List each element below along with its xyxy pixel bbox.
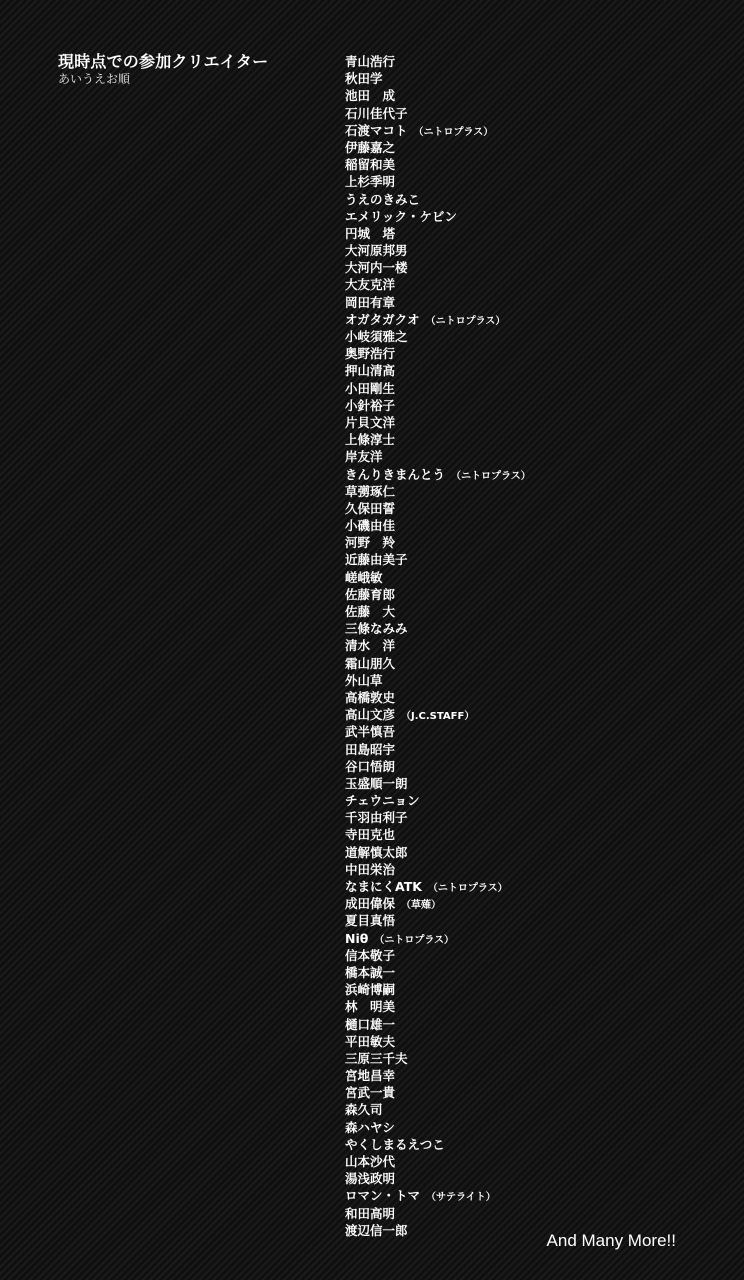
creator-item — [345, 586, 531, 603]
creator-item — [345, 551, 531, 568]
creator-name: 霜山朋久 — [345, 655, 396, 671]
creator-name: やくしまるえつこ — [345, 1136, 445, 1152]
header — [58, 52, 268, 87]
creator-name: 外山草 — [345, 672, 383, 688]
creator-item — [345, 947, 531, 964]
creator-item — [345, 655, 531, 672]
creator-name: 大河内一楼 — [345, 260, 408, 276]
creator-item — [345, 414, 531, 431]
creator-item — [345, 1153, 531, 1170]
creator-item — [345, 448, 531, 465]
creator-name: 岡田有章 — [345, 294, 396, 310]
creator-name: 久保田誓 — [345, 500, 396, 516]
creator-name: 片貝文洋 — [345, 414, 396, 430]
creator-name: 草彅琢仁 — [345, 483, 396, 499]
creator-name: 寺田克也 — [345, 827, 396, 843]
creator-item — [345, 689, 531, 706]
creator-affiliation: （ニトロプラス） — [374, 934, 455, 946]
creator-item — [345, 139, 531, 156]
creator-name: 宮武一貴 — [345, 1085, 396, 1101]
creator-item — [345, 1205, 531, 1222]
creator-item — [345, 122, 531, 139]
creator-name: 森久司 — [345, 1102, 383, 1118]
creator-name: 信本敬子 — [345, 947, 396, 963]
creator-name: エメリック・ケビン — [345, 208, 458, 224]
creator-item — [345, 105, 531, 122]
creator-item — [345, 1187, 531, 1204]
creator-name: 小針裕子 — [345, 397, 396, 413]
creator-item — [345, 294, 531, 311]
creator-item — [345, 156, 531, 173]
creator-name: 河野 羚 — [345, 535, 396, 551]
creator-affiliation: （J.C.STAFF） — [401, 711, 475, 723]
creator-item — [345, 981, 531, 998]
creator-item — [345, 1136, 531, 1153]
creator-item — [345, 517, 531, 534]
creator-item — [345, 861, 531, 878]
creator-name: 嵯峨敏 — [345, 569, 383, 585]
creator-name: 湯浅政明 — [345, 1171, 396, 1187]
creator-item — [345, 758, 531, 775]
creator-name: 樋口雄一 — [345, 1016, 396, 1032]
creator-item — [345, 878, 531, 895]
creator-name: 小田剛生 — [345, 380, 396, 396]
creator-list — [345, 53, 531, 1239]
creator-affiliation: （ニトロプラス） — [427, 883, 508, 894]
creator-item — [345, 1222, 531, 1239]
creator-name: 田島昭宇 — [345, 741, 396, 757]
creator-item — [345, 792, 531, 809]
creator-item — [345, 637, 531, 654]
creator-item — [345, 1101, 531, 1118]
creator-item — [345, 173, 531, 190]
creator-name: 円城 塔 — [345, 225, 396, 241]
creator-name: 上杉季明 — [345, 174, 396, 190]
creator-item — [345, 964, 531, 981]
creator-item — [345, 1084, 531, 1101]
creator-name: チェウニョン — [345, 793, 420, 809]
creator-name: 武半慎吾 — [345, 724, 396, 740]
creator-name: 石川佳代子 — [345, 105, 408, 121]
creator-name: なまにくATK — [345, 879, 422, 894]
creator-name: 上條淳士 — [345, 432, 396, 448]
creator-item — [345, 534, 531, 551]
creator-name: 平田敏夫 — [345, 1033, 396, 1049]
creator-item — [345, 345, 531, 362]
creator-name: 浜崎博嗣 — [345, 982, 396, 998]
creator-item — [345, 328, 531, 345]
creator-item — [345, 775, 531, 792]
creator-item — [345, 53, 531, 70]
creator-item — [345, 809, 531, 826]
creator-name: 高山文彦 — [345, 707, 396, 723]
creator-affiliation: （草薙） — [401, 900, 442, 912]
creator-affiliation: （ニトロプラス） — [425, 315, 506, 327]
creator-item — [345, 483, 531, 500]
creator-name: 池田 成 — [345, 88, 396, 104]
creator-name: 谷口悟朗 — [345, 758, 396, 774]
creator-name: 夏目真悟 — [345, 913, 396, 929]
creator-item — [345, 1067, 531, 1084]
creator-item — [345, 723, 531, 740]
creator-item — [345, 225, 531, 242]
footer-note: And Many More!! — [546, 1231, 676, 1250]
creator-name: 大友克洋 — [345, 277, 396, 293]
creator-affiliation: （サテライト） — [426, 1192, 496, 1204]
creator-item — [345, 741, 531, 758]
creator-item — [345, 998, 531, 1015]
creator-item — [345, 569, 531, 586]
creator-item — [345, 70, 531, 87]
creator-item — [345, 1033, 531, 1050]
creator-item — [345, 87, 531, 104]
creator-name: 玉盛順一朗 — [345, 775, 408, 791]
creator-name: 佐藤育郎 — [345, 586, 396, 602]
creator-item — [345, 912, 531, 929]
creator-name: 三原三千夫 — [345, 1050, 408, 1066]
creator-item — [345, 208, 531, 225]
creator-name: 青山浩行 — [345, 54, 396, 69]
creator-item — [345, 362, 531, 379]
creator-name: 清水 洋 — [345, 638, 396, 654]
creator-item — [345, 1016, 531, 1033]
creator-name: Niθ — [345, 930, 369, 946]
creator-item — [345, 380, 531, 397]
creator-name: 森ハヤシ — [345, 1119, 395, 1135]
creator-name: 宮地昌幸 — [345, 1068, 396, 1084]
creator-name: うえのきみこ — [345, 191, 421, 207]
creator-name: 奥野浩行 — [345, 346, 396, 362]
creator-name: 山本沙代 — [345, 1154, 396, 1169]
creator-item — [345, 1170, 531, 1187]
creator-item — [345, 276, 531, 293]
creator-name: 高橋敦史 — [345, 689, 396, 705]
sort-order-note: あいうえお順 — [58, 72, 131, 86]
creator-item — [345, 930, 531, 947]
creator-name: 中田栄治 — [345, 861, 396, 877]
creator-name: 佐藤 大 — [345, 604, 396, 619]
creator-name: 成田偉保 — [345, 896, 396, 912]
creator-name: 道解慎太郎 — [345, 844, 408, 860]
creator-item — [345, 672, 531, 689]
creator-item — [345, 844, 531, 861]
creator-item — [345, 895, 531, 912]
creator-item — [345, 500, 531, 517]
creator-name: 稲留和美 — [345, 157, 396, 173]
creator-item — [345, 311, 531, 328]
creator-item — [345, 1119, 531, 1136]
creator-item — [345, 466, 531, 483]
creator-name: オガタガクオ — [345, 311, 420, 327]
creator-name: 林 明美 — [345, 999, 396, 1015]
creator-name: 近藤由美子 — [345, 552, 408, 568]
creator-item — [345, 620, 531, 637]
creator-name: 和田高明 — [345, 1205, 396, 1221]
creator-item — [345, 1050, 531, 1067]
creator-item — [345, 259, 531, 276]
creator-item — [345, 242, 531, 259]
creator-name: 橋本誠一 — [345, 964, 396, 980]
creator-item — [345, 706, 531, 723]
creator-name: ロマン・トマ — [345, 1188, 421, 1204]
creator-name: 渡辺信一郎 — [345, 1222, 408, 1238]
creator-affiliation: （ニトロプラス） — [451, 470, 531, 482]
creator-affiliation: （ニトロプラス） — [413, 126, 494, 138]
creator-name: 岸友洋 — [345, 449, 383, 465]
creator-name: 押山清高 — [345, 363, 396, 379]
creator-name: 石渡マコト — [345, 122, 408, 138]
creator-item — [345, 603, 531, 620]
creator-name: 秋田学 — [345, 71, 383, 87]
page-title: 現時点での参加クリエイター — [58, 52, 269, 71]
creator-name: 千羽由利子 — [345, 810, 408, 826]
creator-item — [345, 397, 531, 414]
creator-item — [345, 191, 531, 208]
creator-name: 大河原邦男 — [345, 243, 408, 259]
creator-item — [345, 431, 531, 448]
creator-name: 小磯由佳 — [345, 518, 396, 534]
creator-name: きんりきまんとう — [345, 466, 446, 482]
creator-name: 三條なみみ — [345, 621, 408, 637]
creator-item — [345, 826, 531, 843]
creator-name: 伊藤嘉之 — [345, 139, 396, 155]
creator-name: 小岐須雅之 — [345, 329, 408, 344]
